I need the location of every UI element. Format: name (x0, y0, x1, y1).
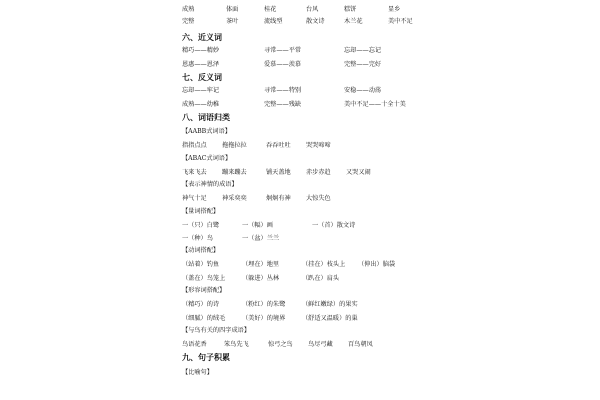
word: 神气十足 (182, 195, 207, 202)
word: 鸟尽弓藏 (308, 341, 333, 348)
word: 台风 (306, 6, 319, 13)
word: 美中不足 (388, 18, 413, 25)
word: 大惊失色 (306, 195, 331, 202)
section-title-antonyms: 七、反义词 (182, 72, 222, 82)
word-pair: 寻常——特别 (264, 87, 302, 94)
word: 神采奕奕 (222, 195, 247, 202)
word: 一（幅）画 (242, 222, 273, 229)
word: （趴在）肩头 (302, 275, 340, 282)
word: 赤步赤趋 (306, 169, 331, 176)
word: 流线型 (264, 18, 283, 25)
word: 飞来飞去 (182, 169, 207, 176)
word: 体面 (226, 6, 239, 13)
category-label-expression-idioms: 【表示神情的成语】 (182, 181, 238, 188)
word: 一（首）散文诗 (312, 222, 356, 229)
word: 指指点点 (182, 142, 207, 149)
word: （舒适又温暖）的巢 (302, 315, 358, 322)
word: 百鸟朝凤 (348, 341, 373, 348)
word-pair: 忘却——忘记 (344, 47, 382, 54)
category-label-aabb: 【AABB式词语】 (182, 128, 231, 135)
category-label-adjective-phrases: 【形容词搭配】 (182, 287, 226, 294)
word: 一（种）鸟 (182, 235, 213, 242)
word: （美好）的境界 (242, 315, 286, 322)
category-label-verb-phrases: 【动词搭配】 (182, 247, 220, 254)
word: （伸出）脑袋 (358, 261, 396, 268)
section-title-sentences: 九、句子积累 (182, 352, 230, 362)
word: （粉红）的朱鹭 (242, 301, 286, 308)
category-label-bird-idioms: 【与鸟有关的四字成语】 (182, 327, 251, 334)
word: 一（只）白鹭 (182, 222, 220, 229)
word: 木兰花 (344, 18, 363, 25)
category-label-metaphor: 【比喻句】 (182, 369, 213, 376)
word: 惊弓之鸟 (268, 341, 293, 348)
word: 成熟 (182, 6, 195, 13)
word-pair: 爱慕——羡慕 (264, 61, 302, 68)
word: 蹦来蹦去 (222, 169, 247, 176)
word: （埋在）地里 (242, 261, 280, 268)
word-pair: 忘却——牢记 (182, 87, 220, 94)
word: 显乡 (388, 6, 401, 13)
word: （鲜红嫩绿）的果实 (302, 301, 358, 308)
word: （站着）钓鱼 (182, 261, 220, 268)
word: （躲进）丛林 (242, 275, 280, 282)
word-pair: 寻常——平常 (264, 47, 302, 54)
word: 完整 (182, 18, 195, 25)
word: 糕饼 (344, 6, 357, 13)
word: 炯炯有神 (266, 195, 291, 202)
word-pair: 恩惠——恩泽 (182, 61, 220, 68)
word: 鸟语花香 (182, 341, 207, 348)
word: 哭哭啼啼 (306, 142, 331, 149)
word-pair: 成熟——幼稚 (182, 101, 220, 108)
word: （精巧）的诗 (182, 301, 220, 308)
word: （挂在）枝头上 (302, 261, 346, 268)
word: 拖拖拉拉 (222, 142, 247, 149)
word-pair: 完整——完好 (344, 61, 382, 68)
word-pair: 精巧——精妙 (182, 47, 220, 54)
word: 吞吞吐吐 (266, 142, 291, 149)
word: （细腻）的绒毛 (182, 315, 226, 322)
word: 又哭又闹 (346, 169, 371, 176)
category-label-measure-words: 【量词搭配】 (182, 208, 220, 215)
word-pair: 美中不足——十全十美 (344, 101, 406, 108)
section-title-synonyms: 六、近义词 (182, 32, 222, 42)
section-title-classification: 八、词语归类 (182, 112, 230, 122)
word: 散文诗 (306, 18, 325, 25)
word-pair: 完整——残缺 (264, 101, 302, 108)
word: 茶叶 (226, 18, 239, 25)
word: 铺天盖地 (266, 169, 291, 176)
word: 笨鸟先飞 (224, 341, 249, 348)
word: 一（盆）兰兰 (242, 235, 280, 242)
word: 桂花 (264, 6, 277, 13)
word: （盖在）鸟笼上 (182, 275, 226, 282)
word-pair: 安稳——动荡 (344, 87, 382, 94)
category-label-abac: 【ABAC式词语】 (182, 155, 232, 162)
